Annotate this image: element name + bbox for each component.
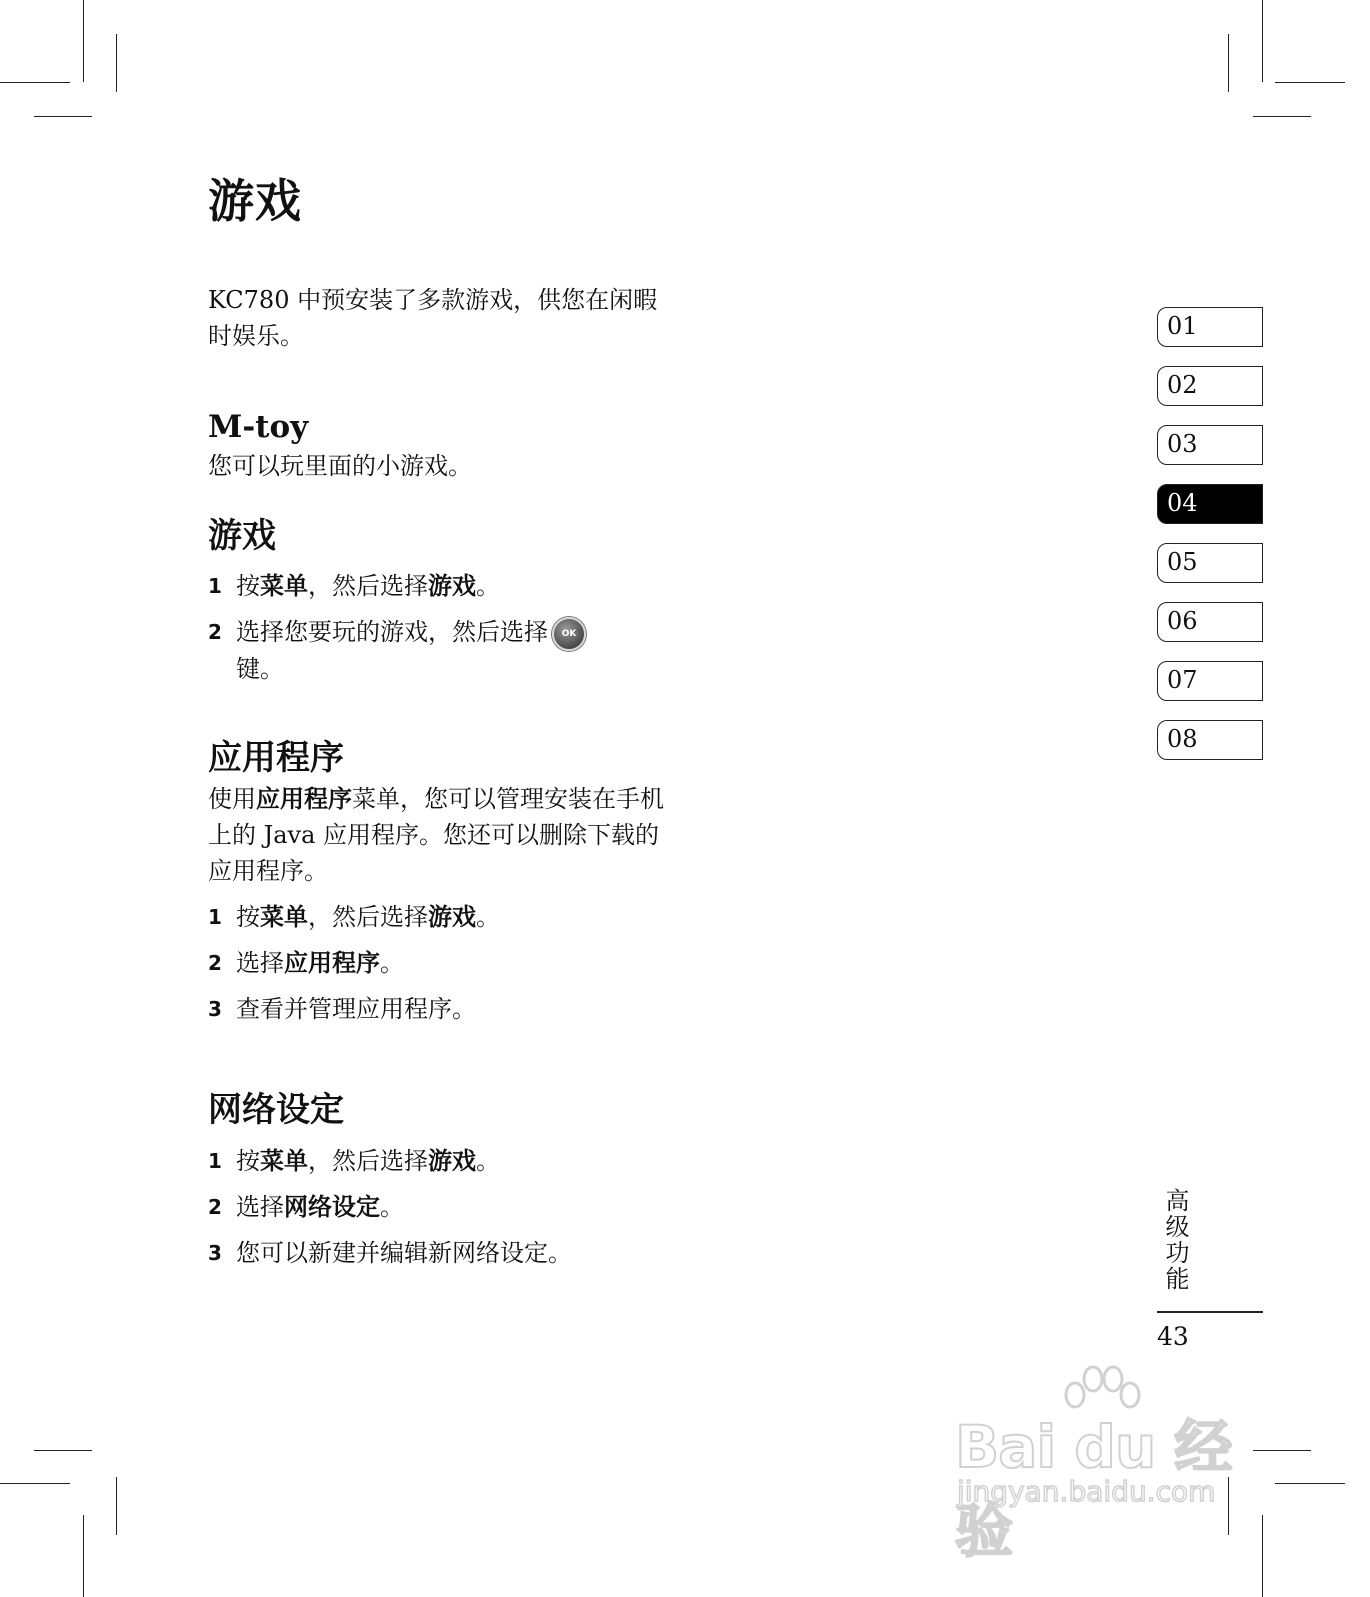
step-text: 按菜单，然后选择游戏。 bbox=[236, 901, 500, 931]
network-heading: 网络设定 bbox=[208, 1089, 344, 1130]
chapter-tab-06[interactable]: 06 bbox=[1157, 602, 1263, 642]
chapter-nav bbox=[1157, 307, 1263, 779]
step-number: 1 bbox=[208, 574, 222, 598]
baidu-watermark bbox=[955, 1365, 1265, 1565]
step-number: 3 bbox=[208, 996, 222, 1021]
page-title: 游戏 bbox=[208, 174, 302, 228]
chapter-tab-02[interactable]: 02 bbox=[1157, 366, 1263, 406]
list-item bbox=[208, 1235, 668, 1271]
step-number: 1 bbox=[208, 1148, 222, 1173]
step-text: 按菜单，然后选择游戏。 bbox=[236, 571, 500, 600]
games-heading: 游戏 bbox=[208, 516, 276, 556]
ok-key-icon: OK bbox=[552, 617, 586, 651]
list-item bbox=[208, 1143, 668, 1179]
section-label: 高级功能 bbox=[1161, 1188, 1189, 1292]
step-text: 您可以新建并编辑新网络设定。 bbox=[236, 1238, 572, 1267]
step-number: 3 bbox=[208, 1240, 222, 1265]
watermark-url: jingyan.baidu.com bbox=[957, 1475, 1216, 1508]
list-item bbox=[208, 991, 668, 1027]
network-steps bbox=[208, 1143, 668, 1271]
step-text: 按菜单，然后选择游戏。 bbox=[236, 1145, 500, 1175]
chapter-tab-07[interactable]: 07 bbox=[1157, 661, 1263, 701]
apps-description: 使用应用程序菜单，您可以管理安装在手机上的 Java 应用程序。您还可以删除下载的应用程序。 bbox=[208, 783, 664, 885]
chapter-tab-05[interactable]: 05 bbox=[1157, 543, 1263, 583]
chapter-tab-04[interactable]: 04 bbox=[1157, 484, 1263, 524]
list-item bbox=[208, 899, 668, 935]
step-number: 2 bbox=[208, 950, 222, 975]
manual-content bbox=[208, 170, 668, 1271]
list-item bbox=[208, 568, 668, 604]
footer-divider bbox=[1157, 1311, 1263, 1313]
page-number: 43 bbox=[1157, 1322, 1189, 1351]
step-text: 查看并管理应用程序。 bbox=[236, 994, 476, 1023]
step-number: 2 bbox=[208, 620, 222, 644]
step-text: 选择应用程序。 bbox=[236, 947, 404, 977]
list-item bbox=[208, 1189, 668, 1225]
mtoy-heading: M-toy bbox=[208, 409, 309, 445]
watermark-logo: Bai du 经验 bbox=[955, 1413, 1232, 1565]
games-steps bbox=[208, 568, 668, 687]
apps-steps bbox=[208, 899, 668, 1027]
list-item bbox=[208, 945, 668, 981]
apps-heading: 应用程序 bbox=[208, 737, 344, 778]
intro-paragraph: KC780 中预安装了多款游戏，供您在闲暇时娱乐。 bbox=[208, 286, 658, 350]
step-text: 选择网络设定。 bbox=[236, 1191, 404, 1221]
step-text: 选择您要玩的游戏，然后选择 OK 键。 bbox=[236, 614, 668, 687]
step-number: 2 bbox=[208, 1194, 222, 1219]
chapter-tab-08[interactable]: 08 bbox=[1157, 720, 1263, 760]
chapter-tab-03[interactable]: 03 bbox=[1157, 425, 1263, 465]
mtoy-description: 您可以玩里面的小游戏。 bbox=[208, 452, 472, 480]
step-number: 1 bbox=[208, 904, 222, 929]
chapter-tab-01[interactable]: 01 bbox=[1157, 307, 1263, 347]
list-item bbox=[208, 614, 668, 687]
